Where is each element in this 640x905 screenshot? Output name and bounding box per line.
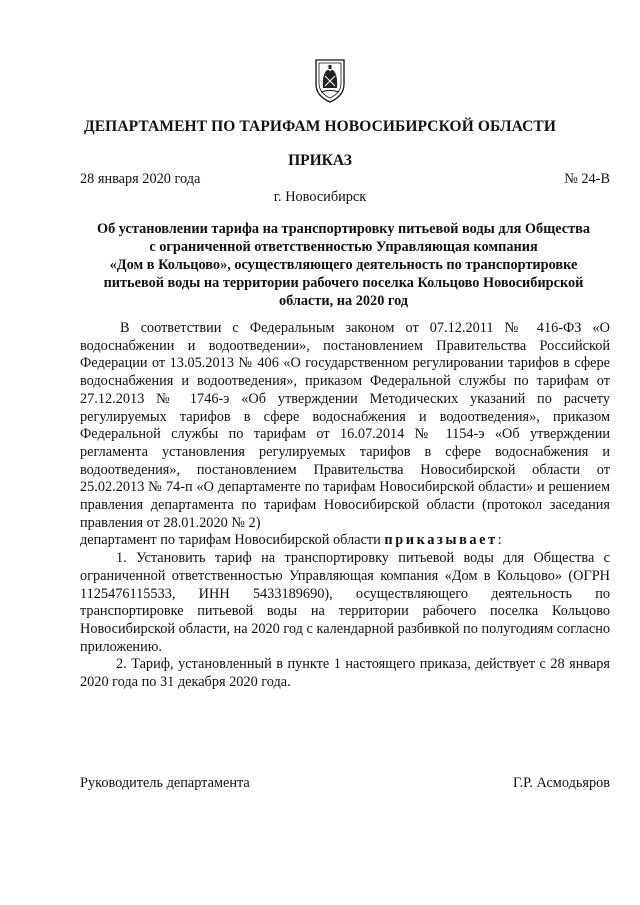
preamble-paragraph: В соответствии с Федеральным законом от 07.12.2011 № 416-ФЗ «О водоснабжении и водоотведении», постановлением Правительства Российской Федерации от 13.05.2013 № 406 «О государственном регулировании тарифов в сфере водоснабжения и водоотведения», приказом Федеральной службы по тарифам от 27.12.2013 № 1746-э «Об утверждении Методических указаний по расчету регулируемых тарифов в сфере водоснабжения и водоотведения», приказом Федеральной службы по тарифам от 16.07.2014 № 1154-э «Об утверждении регламента установления регулируемых тарифов в сфере водоснабжения и водоотведения», постановлением Правительства Новосибирской области от 25.02.2013 № 74-п «О департаменте по тарифам Новосибирской области» и решением правления департамента по тарифам Новосибирской области (протокол заседания правления от 28.01.2020 № 2): [80, 320, 610, 531]
orders-word: приказывает: [384, 532, 498, 549]
orders-paragraph: [80, 532, 610, 550]
document-type: ПРИКАЗ: [288, 152, 352, 169]
orders-prefix: департамент по тарифам Новосибирской области: [80, 532, 385, 549]
document-city: г. Новосибирск: [273, 189, 367, 205]
orders-suffix: :: [497, 532, 502, 549]
order-item-2: 2. Тариф, установленный в пункте 1 настоящего приказа, действует с 28 января 2020 года по 31 декабря 2020 года.: [80, 656, 610, 691]
signature-name: Г.Р. Асмодьяров: [512, 775, 610, 791]
title-line: питьевой воды на территории рабочего поселка Кольцово Новосибирской: [103, 275, 584, 291]
document-number: № 24-В: [564, 171, 610, 187]
order-item-1: 1. Установить тариф на транспортировку питьевой воды для Общества с ограниченной ответственностью Управляющая компания «Дом в Кольцово» (ОГРН 1125476115533, ИНН 5433189690), осуществляющего деятельность по транспортировке питьевой воды на территории рабочего поселка Кольцово Новосибирской области, на 2020 год с календарной разбивкой по полугодиям согласно приложению.: [80, 550, 610, 655]
document-title: [80, 220, 607, 310]
title-line: «Дом в Кольцово», осуществляющего деятельность по транспортировке: [109, 257, 578, 273]
title-line: с ограниченной ответственностью Управляющая компания: [149, 239, 538, 255]
department-name: ДЕПАРТАМЕНТ ПО ТАРИФАМ НОВОСИБИРСКОЙ ОБЛАСТИ: [83, 118, 557, 135]
title-line: области, на 2020 год: [278, 293, 409, 309]
document-body: [80, 320, 610, 692]
document-date: 28 января 2020 года: [80, 171, 201, 187]
signature-position: Руководитель департамента: [80, 775, 250, 791]
coat-of-arms-icon: [313, 58, 347, 104]
title-line: Об установлении тарифа на транспортировку питьевой воды для Общества: [96, 221, 591, 237]
